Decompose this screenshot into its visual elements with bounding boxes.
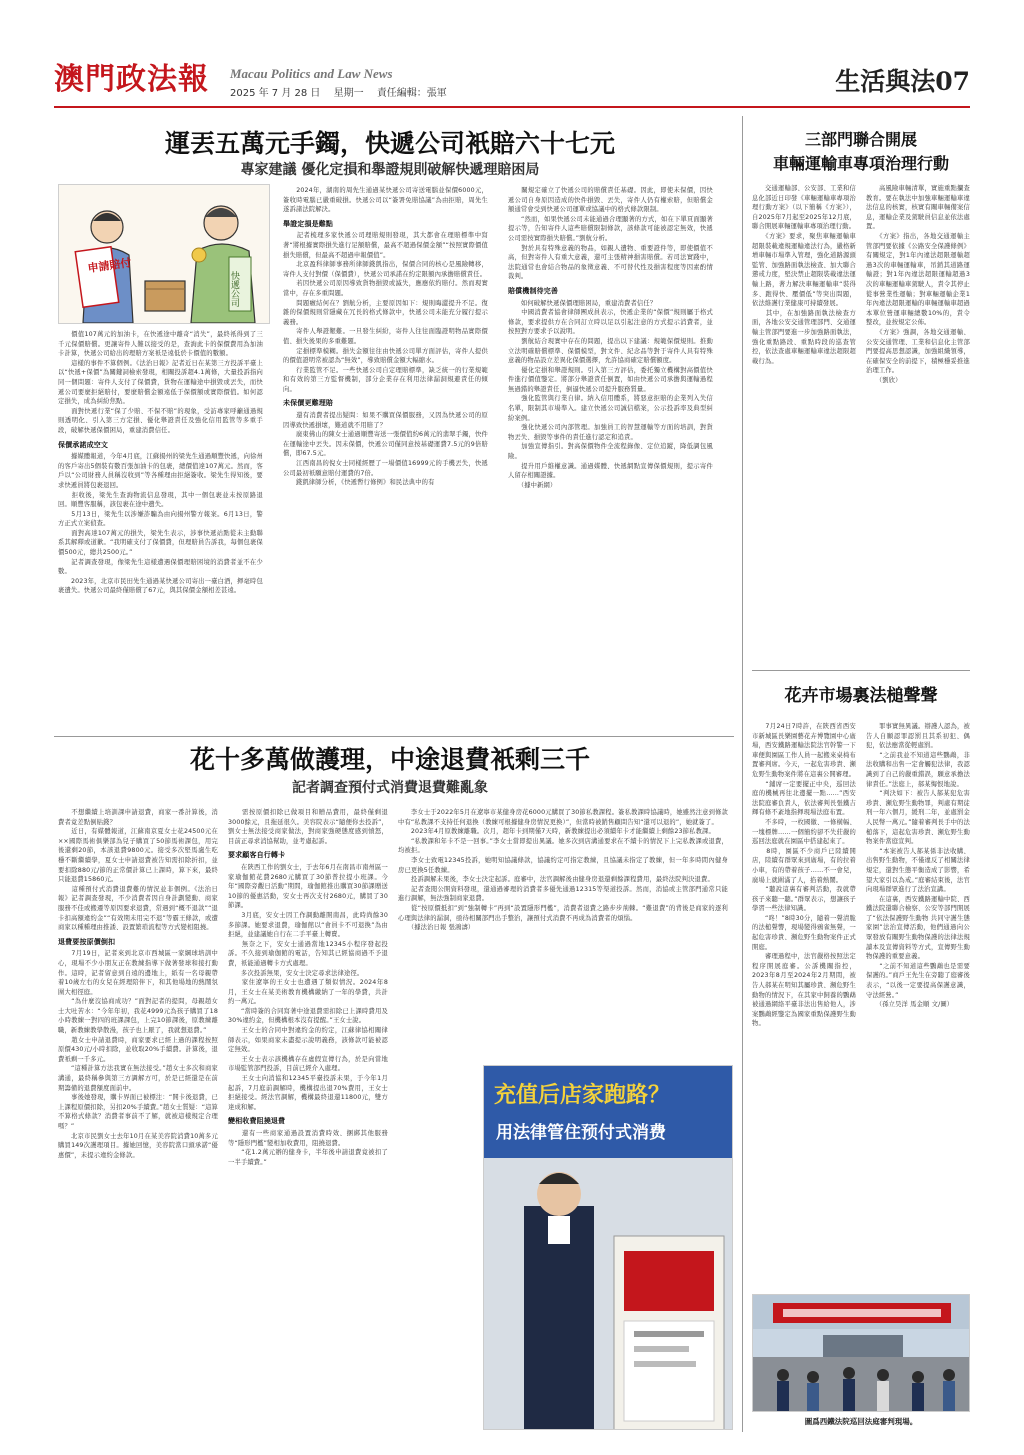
paragraph: 中國消費者協會律師團成員表示，快遞企業的“保價”規則屬于格式條款，要求提供方在合同訂立時以足以引起注意的方式提示消費者，並按照對方要求予以說明。 (508, 309, 713, 336)
paragraph: 8時，園區不少商戶已陸續開店，陸續有群眾來到廣場，有的拉着小車，有的帶着孩子……不一會兒，廣場上就圍滿了人，掐着熱鬧。 (752, 847, 856, 884)
article1-cartoon (58, 184, 270, 324)
article2-headline: 花十多萬做護理，中途退費衹剩三千 (189, 745, 590, 774)
article1-column-1 (58, 330, 263, 730)
court-scene-photo (753, 1295, 970, 1412)
paragraph: 2023年，北京市民田先生通過某快遞公司寄出一臺白酒，揮毫時包裹遺失。快遞公司最終僅賠償了67元，與其保價金額相差甚遠。 (58, 577, 263, 595)
paragraph: 王女士表示該機構存在虛假宣傳行為，於是向當地市場監管部門投訴，目前已經介入處理。 (228, 1055, 388, 1073)
paragraph: 寄件人舉證艱難。一旦發生糾紛，寄件人往往面臨證明物品實際價值、損失後果的多重難題。 (283, 328, 488, 345)
dateline (230, 84, 457, 99)
article1-deck: 專家建議 優化定損和舉證規則破解快遞理賠困局 (240, 162, 540, 178)
right-divider (752, 670, 970, 671)
paragraph: 廣東佛山的陳女士通過順豐寄送一張價值約6萬元的翡翠手鐲，快件在運輸途中丟失。因未保價，快遞公司僅同意按基礎運費7.5元的9倍賠償，即67.5元。 (283, 431, 488, 458)
paragraph: 不想繼續上培訓課申請退費，商家一番計算後，消費者竟差點倒貼錢？ (58, 809, 218, 826)
paragraph: 劉航結合現實中存在的問題，提出以下建議：規範保價規則。推動立法明確賠償標準、保價模型，對文件、紀念品等對于寄件人具有特殊意義的物品設立差異化保價選擇，允許協商確定賠償額度。 (508, 337, 713, 365)
masthead-rule (54, 106, 970, 108)
right1-column-1 (752, 184, 856, 644)
paragraph: “本案被告人郝某係非法收購、出售野生動物，不僅違反了相關法律規定，還對生態平衡造成了影響，希望大家引以為戒。”庭審結束後，法官向現場群眾進行了法治宣講。 (866, 847, 970, 894)
paragraph: 從“按原價抵扣”到“強制轉卡”再到“設置隱形門檻”，消費者退費之路步步荊棘。“難退費”的背後是商家的逐利心理與法律的漏洞，亟待相關部門出手整治，讓預付式消費不再成為消費者的煩惱。 (398, 904, 728, 922)
paragraph: 還有一些商家通過設置消費時效、捆綁其他服務等“隱形門檻”變相加收費用，阻撓退費。 (228, 1130, 388, 1147)
paragraph: 問題癥結何在？劉航分析，主要原因如下：規則晦澀提升不足。復雜的保價規則常隱藏在冗長的格式條款中，快遞公司未能充分履行提示義務。 (283, 299, 488, 326)
consumer-rights-photo (484, 1066, 733, 1430)
court-photo (752, 1294, 970, 1412)
paragraph: 面對高達107萬元的損失，梁先生表示，涉事快遞站點從未主動聯系其解釋或道歉。“我明確支付了保價費，但理賠員告訴我，每個包裹保價500元，總共2500元。” (58, 529, 263, 557)
paragraph: 價值107萬元的加油卡，在快遞途中離奇“消失”，最終衹得到了三千元保價賠償。更讓寄件人難以接受的是，查詢此卡的保價費用為加油卡計算，快遞公司給出的理賠方案衹是遠低於卡價值的數額。 (58, 331, 263, 358)
paragraph: “鋪席一定要擺正中央，巡回法庭的機械再往北邊擺一點……”西安法院庭審負責人，依法審判長張鐵吉輝有條不紊地指揮現場法庭布置。 (752, 780, 856, 817)
paragraph: （據中新網） (508, 481, 557, 489)
paragraph: 趙女士申請退費時，商家要求已經上過的課程按照原價430元/小時扣除，並收取20%手續費。計算後，退費衹剩一千多元。 (58, 1036, 218, 1063)
paragraph: 若因快遞公司原因導致貨物損毀或滅失，應應依約賠付。然而現實當中，存在多重問題。 (283, 280, 488, 297)
section-title: 生活與法07 (835, 67, 970, 96)
cartoon-illustration (59, 185, 270, 324)
article2-photo (483, 1065, 733, 1430)
paragraph: 記者查閱公開資料發現，還通過審理的消費者多優先通過12315等渠道投訴。然而，消協或主管部門通常只能進行調解，無法強制商家退費。 (398, 885, 728, 903)
article1-headline: 運丟五萬元手鐲，快遞公司衹賠六十七元 (164, 129, 615, 158)
paragraph: 這樣的事件不算個例。《法治日報》記者近日在某第三方投訴平臺上以“快遞+保價”為關鍵詞檢索發現，相關投訴超4.1萬條，大量投訴指向同一個問題：寄件人支付了保價費，貨物在運輸途中損毀或丟失，而快遞公司要麼拒絕賠付，要麼賠償金額遠低于保價額或實際價值。如何認定損失，成為糾紛焦點。 (58, 359, 263, 406)
paragraph: “之前不知道這些鸚鵡也是需要保護的。”商戶王先生在旁聽了庭審後表示，“以後一定要提高保護意識，守法經營。” (866, 962, 970, 999)
paragraph: 強化監管與行業自律。納入信用體系，將惡意拒賠的企業列入失信名單，限制其市場準入。建立快遞公司誠信檔案，公示投訴率及典型糾紛案例。 (508, 395, 713, 422)
column-divider (742, 116, 743, 1432)
paragraph: “聽說這裏有審判活動，我就帶孩子來聽一聽。”群眾表示，想讓孩子學習一些法律知識。 (752, 886, 856, 913)
subheading: 要求顧客自行轉卡 (228, 851, 286, 860)
article1-column-2 (283, 186, 488, 730)
right1-headline-line2: 車輛運輸車專項治理行動 (772, 154, 949, 173)
cartoon-sign-claim: 申請賠付 (86, 256, 133, 276)
paragraph: 還有消費者提出疑問：如果不購買保價服務，又因為快遞公司的原因導致快遞損壞，難道就不用賠了？ (283, 412, 488, 429)
paragraph: 拒收後，梁先生查詢物流信息發現，其中一個包裹並未按原路退回。順豐客服稱，該包裹在途中遺失。 (58, 491, 263, 509)
paragraph: 其中，在加強路面執法檢查方面，各地公安交通管理部門、交通運輸主管部門要進一步加強路面執法，強化重點路段、重點時段的巡查管控，依法查處車輛運輸車違法超限超載行為。 (752, 309, 856, 365)
paragraph: 7月19日，記者來到北京市西城區一家綱球培訓中心，現場不少小朋友正在教練指導下做著發球和接打動作。這時，記者留意到自遠的邊地上，紙有一名母親帶着10歲左右的女兒在經理陪伴下，和其他場地的熱鬧氛圍大相徑庭。 (58, 950, 218, 996)
article2-column-3 (398, 808, 728, 1058)
paragraph: （劉欣） (866, 376, 902, 384)
paragraph: 無奈之下，安女士通過當地12345小程序發起投訴。不久接到瑜伽館的電話，告知其已經協商過不予退費，衹能通過轉卡方式處理。 (228, 940, 388, 967)
subheading: 賠償機制待完善 (508, 286, 559, 295)
masthead (54, 60, 970, 104)
paragraph: 加強宣傳指引。對高保價物件全流程錄像、定位追蹤，降低調包風險。 (508, 443, 713, 461)
paragraph: 北京市民劉女士去年10月在某美容院消費10萬多元購買149次護理項目。據她回憶，美容院當口頭承諾“優惠價”，未提示違約金條款。 (58, 1132, 218, 1159)
paragraph: 《方案》要求，聚焦車輛運輸車超限裝載違規運輸違法行為，嚴格新增車輛市場準入管理，強化道路源頭監管、加強路面執法檢查、加大聯合懲戒力度，堅決禁止超限裝載違法運輸上路，著力解決車輛運輸車“裝得多、跑得快、壓價低”等突出問題，依法維護行業健康可持續發展。 (752, 232, 856, 308)
paragraph: 行業監管不足。一些快遞公司自定理賠標準，缺乏統一的行業規範和有效的第三方監督機制，部分企業存在利用法律漏洞規避責任的傾向。 (283, 366, 488, 393)
paragraph: 江西南昌的倪女士同樣經歷了一場價值16999元的手機丟失，快遞公司最初衹願意賠付運費的7倍。 (283, 460, 488, 477)
photo-banner-line2: 用法律管住预付式消费 (496, 1123, 666, 1143)
paragraph: 王女士向消協和12345平臺投訴未果，于今年1月起訴，7月庭前調解時，機構提出退70%費用，王女士拒絕接受。經法官調解，機構最終退還11800元，雙方達成和解。 (228, 1075, 388, 1111)
paragraph: 定損標準模糊。損失金額往往由快遞公司單方面評估，寄件人提供的價值證明常被認為“無效”，導致賠償金額大幅縮水。 (283, 347, 488, 365)
paragraph: “咚！”8時30分，隨着一聲清脆的法槌聲響，現場變得鴉雀無聲，一起危害珍貴、瀕危野生動物案件正式開庭。 (752, 914, 856, 951)
subheading: 未保價更難理賠 (283, 399, 334, 408)
paragraph: 王女士的合同中對違約金的約定，江蘇律協相關律師表示，如果商家未盡提示說明義務，該條款可能被認定無效。 (228, 1027, 388, 1054)
paragraph: 罪事實無異議。辯護人認為，被告人自願認罪認罰且其系初犯、偶犯，依法應當從輕處罰。 (866, 723, 970, 750)
article2-column-2 (228, 808, 388, 1428)
paragraph: 不多時，一枚國徽、一條橫幅、一塊標牌……一個簡約卻不失莊嚴的巡回法庭就在園區中搭建起來了。 (752, 818, 856, 846)
paragraph: （孫立昊洋 馬金順 文/圖） (866, 1001, 954, 1009)
article2-column-1 (58, 808, 218, 1428)
paragraph: “當時簽的合同寫著中途退費需扣除已上課時費用及30%違約金，但機構根本沒有提醒。”王女士說。 (228, 1007, 388, 1025)
paragraph: “然而，如果快遞公司未能通過合理顯著的方式，如在下單頁面顯著提示等，告知寄件人這些賠償限制條款，該條款可能被認定無效，快遞公司需按實際損失賠償。”劉航分析。 (508, 215, 713, 242)
paragraph: “判決如下：被告人郝某犯危害珍貴、瀕危野生動物罪，判處有期徒刑一年六個月，緩刑二年，並處罰金人民幣一萬元。”隨着審判長手中的法槌落下，這起危害珍貴、瀕危野生動物案件當庭宣判。 (866, 790, 970, 846)
paragraph: 李女士致電12345投訴，她明知協議條款，協議約定可指定教練，且協議未指定了教練，但一年多時間內健身房已更換5任教練。 (398, 856, 728, 874)
cartoon-sign-courier: 快遞公司 (229, 271, 239, 307)
subheading: 舉證定損是難點 (283, 219, 334, 228)
paragraph: 錢凱律師分析，《快遞暫行條例》和民法典中的有 (283, 479, 435, 487)
article2-deck: 記者調查預付式消費退費難亂象 (292, 780, 488, 796)
newspaper-name-english: Macau Politics and Law News (230, 66, 393, 81)
paragraph: 據媒體報道，今年4月底，江蘇揚州的梁先生通過順豐快遞，向徐州的客戶寄出5個裝有數百張加油卡的包裹，總價值達107萬元。然而，客戶以“公司財務人員稱沒收到”等各種理由拒絕簽收。梁先生得知後，要求快遞員將包裹退回。 (58, 453, 263, 489)
right1-headline (752, 128, 970, 176)
paragraph: 對於具有特殊意義的物品，如親人遺物、重要證件等，即使價值不高，但對寄件人有重大意義，還可主張精神損害賠償。若司法實踐中，法院通常也會結合物品的象徵意義、不可替代性及損害程度等因素酌情裁判。 (508, 244, 713, 281)
paragraph: 記者梳理多家快遞公司理賠規則發現，其大都會在理賠標準中寫著“將根據實際損失進行足額賠償，最高不超過保價金額”“按照實際價值損失賠償，但最高不超過申報價值”。 (283, 232, 488, 259)
paragraph: 3月底，安女士因工作調動離開南昌，此時尚餘30多節課。她要求退費，瑜伽館以“會員卡不可退換”為由拒絕，並建議她自行在二手平臺上轉賣。 (228, 911, 388, 939)
paragraph: 在陝西工作的劉女士，于去年6月在南昌市南州區一家瑜伽館花費2680元購買了30節普拉提小班課。今年“國際旁觀日活動”期間，瑜伽館推出購買30節課贈送10節的優惠活動，安女士再次支付2680元，購買了30節課。 (228, 863, 388, 910)
paragraph: 高風險車輛清單，實施重點攔查教育。要在執法中加強車輛運輸車違法信息的核實，核實有關車輛備案信息，運輸企業及駕駛員信息並依法處置。 (866, 185, 970, 231)
issue-weekday: 星期一 (333, 88, 364, 99)
paragraph: 《方案》強調，各地交通運輸、公安交通管理、工業和信息化主管部門要提高思想認識，加強組織領導，在確保安全的前提下，積極穩妥推進治理工作。 (866, 328, 970, 375)
paragraph: 這種預付式消費退費難的情況並非個例。《法治日報》記者調查發現，不少消費者因自身計劃變動、商家服務不佳或搬遷等原因要求退費，常遇到“概不退款”“退卡扣高額違約金”“有效期未用完不退”等霸王條款，或遭商家以種種理由推諉、設置繁瑣流程等方式變相阻撓。 (58, 885, 218, 932)
article1-column-3 (508, 186, 713, 730)
right1-headline-line1: 三部門聯合開展 (804, 130, 917, 149)
paragraph: “私教課和年卡不是一回事。”李女士當即提出異議。她多次到店溝通要求在不續卡的情況下上完私教課或退費，均被拒。 (398, 837, 728, 855)
paragraph: “之前我並不知道這些鸚鵡，非法收購和出售一定會觸犯法律，我認識到了自己的嚴重錯誤，願意承擔法律責任。”法庭上，郝某悔恨地說。 (866, 751, 970, 788)
right2-column-1 (752, 722, 856, 1290)
right2-headline: 花卉市場裏法槌聲聲 (784, 686, 938, 706)
subheading: 變相收費阻撓退費 (228, 1117, 286, 1126)
subheading: 退費要按原價倒扣 (58, 937, 116, 946)
paragraph: 多次投訴無果，安女士決定尋求法律途徑。 (228, 969, 364, 977)
paragraph: 2023年4月原教練離職。次月，超年卡到期僅7天時，新教練提出必須續年卡才能繼續上剩餘23節私教課。 (398, 828, 715, 836)
paragraph: 面對快遞行業“保了少賠、不保不賠”的現象，受訪專家呼籲通過規則透明化、引入第三方定損、優化舉證責任及強化信用監管等多重手段，破解快遞保價困局，重建消費信任。 (58, 407, 263, 434)
right1-column-2 (866, 184, 970, 644)
paragraph: 記者調查發現，像梁先生這樣遭遇保價理賠困境的消費者並不在少數。 (58, 558, 263, 576)
right2-column-2 (866, 722, 970, 1290)
paragraph: 近日，有媒體報道，江蘇南京夏女士花24500元在××國際馬術俱樂部為兒子購買了50節馬術課包，用完後還剩20節，本該退費9800元。接受多次堅馬盧生吃穩不斷繼續學，夏女士申請退費被告知需扣除折扣，並要扣除880元/節的正常價計算已上課時，算下來，最終只能退費15860元。 (58, 828, 218, 884)
paragraph: （據法治日報 張鴻濤） (398, 924, 475, 932)
paragraph: 交通運輸部、公安部、工業和信息化部近日印發《車輛運輸車專項治理行動方案》（以下簡稱《方案》），自2025年7月起至2025年12月底，聯合開展車輛運輸車專項治理行動。 (752, 185, 856, 231)
article-divider (54, 736, 734, 737)
paragraph: 優化定損和舉證規則。引入第三方評估，委托獨立機構對高價值快件進行價值鑒定。將部分舉證責任倒置，如由快遞公司承擔與運輸過程無過錯的舉證責任，倒逼快遞公司提升服務質量。 (508, 366, 713, 393)
paragraph: “這種計算方法我實在無法接受。”趙女士多次和商家溝通，最終稱參與第三方調解方可，於是已經還是在前期籌備的退費額度面前中。 (58, 1065, 218, 1092)
responsible-editor: 責任編輯：張軍 (376, 88, 447, 99)
paragraph: 強化快遞公司內部管理。加強員工的智慧運輸等方面的培訓，對貨物丟失、損毀等事件的責任進行認定和追責。 (508, 424, 713, 441)
paragraph: 北京盈科律師事務所律師錢凱指出，保價合同的核心是風險轉移，寄件人支付對價（保價費），快遞公司承諾在約定限額內承擔賠償責任。 (283, 261, 488, 278)
court-photo-caption: 圖爲西鐵法院巡回法庭審判現場。 (804, 1417, 918, 1426)
paragraph: “花1.2萬元辦的健身卡，半年後申請退費竟被扣了一半手續費。” (228, 1149, 388, 1166)
paragraph: 如何破解快遞保價理賠困局，重建消費者信任？ (508, 299, 657, 307)
paragraph: 《方案》指出，各地交通運輸主管部門要依據《公路安全保護條例》有關規定，對1年內違法超限運輸超過3次的車輛運輸車，吊銷其道路運輸證；對1年內違法超限運輸超過3次的車輛運輸車駕駛人，責令其停止從事營業性運輸；對車輛運輸企業1年內違法超限運輸的車輛運輸車超過本單位營運車輛總數10%的，責令整改，並按規定公佈。 (866, 232, 970, 327)
paragraph: 事後她發現，購卡界面已被標注：“開卡後退費，已上課程原價扣除，另扣20%手續費。”趙女士質疑：“這算不算格式條款？消費者事前不了解，就被這樣規定合理嗎？” (58, 1094, 218, 1130)
issue-date: 2025 年 7 月 28 日 (230, 88, 321, 99)
newspaper-logo: 澳門政法報 (54, 62, 209, 97)
paragraph: 提升用戶維權意識。通過媒體、快遞網點宣傳保價規則，提示寄件人留存相關證據。 (508, 462, 713, 480)
photo-banner-line1: 充值后店家跑路？ (494, 1083, 671, 1108)
paragraph: 審理過程中，法官嚴格按照法定程序開展庭審。公訴機關指控，2023年8月至2024年2月期間，被告人郝某在明知其屬珍貴、瀕危野生動物的情況下，在其家中飼養的鸚鵡被通過網絡平臺非法出售給他人，涉案鸚鵡經鑒定為國家重點保護野生動物。 (752, 953, 856, 1028)
paragraph: 5月13日，梁先生以涉嫌詐騙為由向揚州警方報案。6月13日，警方正式立案偵查。 (58, 510, 263, 528)
paragraph: “為什麼沒協商成功？”面對記者的提問，母親趙女士大吐苦水：“今年年初，我花4999元為孩子購買了18小時教練一對四的班課課包，上完10節課後，原教練離職，新教練教學散漫，孩子也上厭了，我就想退費。” (58, 998, 218, 1035)
paragraph: 家住遼寧的王女士也遭遇了類似情況。2024年8月，王女士在某美術教育機構繳納了一年的學費，共計約一萬元。 (228, 979, 388, 1006)
paragraph: 7月24日7時許，在陝西省西安市新城區長樂園藝花卉博覽園中心廣場，西安鐵路運輸法院法官幹警一下車便與園區工作人員一起搬來桌椅布置審判席。今天，一起危害珍貴、瀕危野生動物案件將在這裏公開審理。 (752, 723, 856, 778)
paragraph: 關規定確立了快遞公司的賠償責任基礎。因此，即使未保價，因快遞公司自身原因造成的快件損毀、丟失，寄件人仍有權索賠，但賠償金額通常會受到快遞公司運單或協議中的格式條款限制。 (508, 187, 713, 214)
paragraph: 李女士于2022年5月在遼寧市某健身房花6000元購買了30節私教課程。簽私教課時協議時，她雖然注意到條款中有“私教課不支持任何退換（教練可根據健身房情況更換）”，但當時被銷售顧問告知“還可以退的”，她就簽了。 (398, 809, 728, 826)
subheading: 保價承諾成空文 (58, 440, 109, 449)
paragraph: 在這裏，西安鐵路運輸中院、西鐵法院還聯合檢察、公安等部門開展了“依法保護野生動物 共同守護生態家園”法治宣傳活動，他們通過向公眾發放有關野生動物保護的法律法規讀本及宣傳資料等方式，宣傳野生動物保護的重要意義。 (866, 895, 970, 961)
paragraph: 2024年，湖南的周先生通過某快遞公司寄送電腦並保價6000元，簽收時電腦已嚴重破損。快遞公司以“簽署免賠協議”為由拒賠，周先生遂訴諸法院解決。 (283, 187, 488, 214)
paragraph: 需按原價扣除已做項目和贈品費用，最終僅剩退3000餘元，且拖延很久。美容院表示“隨便你去投訴”，劉女士無法接受商家做法，對商家強硬態度感到憤怒，目前正尋求消協幫助，並考慮起訴。 (228, 809, 388, 845)
paragraph: 投訴調解未果後，李女士決定起訴。庭審中，法官調解後由健身房退還剩餘課程費用，最終法院判決退費。 (398, 876, 714, 884)
